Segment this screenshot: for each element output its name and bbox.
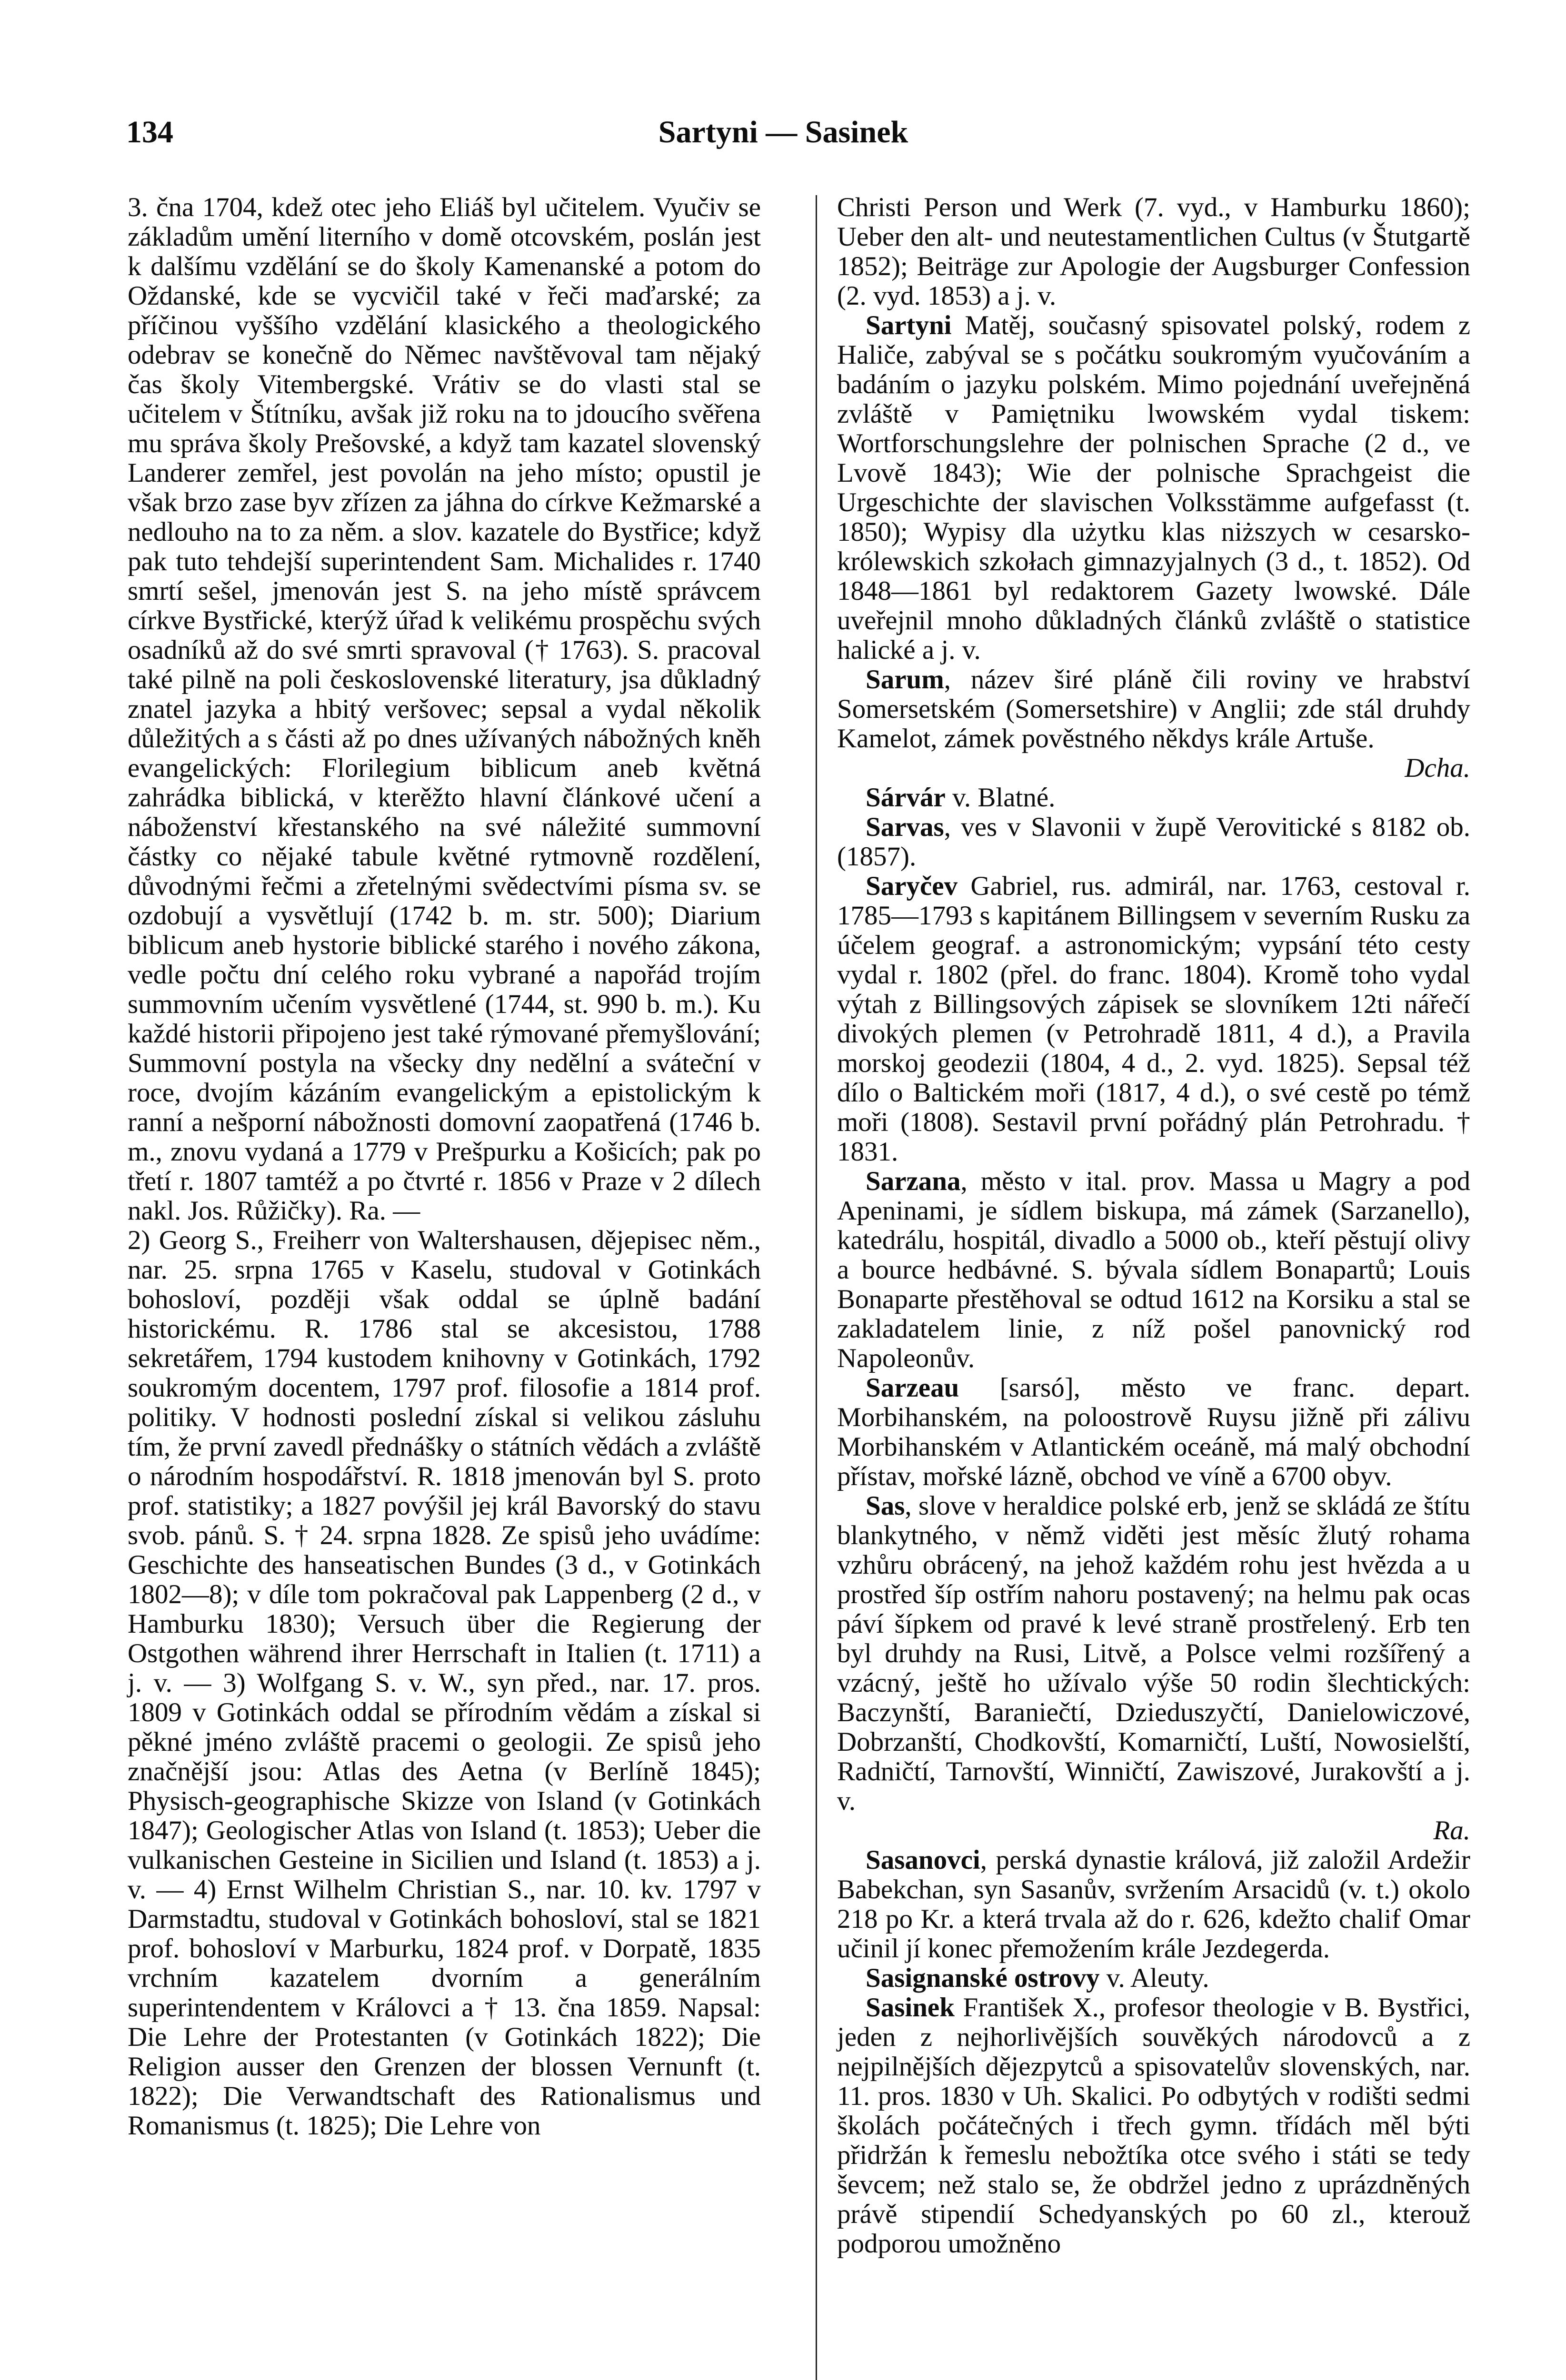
entry-continuation: Christi Person und Werk (7. vyd., v Hamburku 1860); Ueber den alt- und neutestamentlichen Cultus (v Štutgartě 1852); Beiträge zur Apologie der Augsburger Confession (2. vyd. 1853) a j. v. — [837, 192, 1470, 311]
author-signature: Dcha. — [1405, 753, 1470, 783]
left-column — [128, 193, 761, 2141]
entry-text: v. Blatné. — [945, 783, 1056, 813]
entry-text: [sarsó], město ve franc. depart. Morbihanském, na poloostrově Ruysu jižně při zálivu Morbihanském v Atlantickém oceáně, má malý obchodní přístav, mořské lázně, obchod ve víně a 6700 obyv. — [837, 1373, 1470, 1491]
entry-text: , ves v Slavonii v župě Verovitické s 8182 ob. (1857). — [837, 812, 1470, 872]
entry-sarycev — [837, 872, 1470, 1167]
entry-text: , město v ital. prov. Massa u Magry a pod Apeninami, je sídlem biskupa, má zámek (Sarzanello), katedrálu, hospitál, divadlo a 5000 ob., kteří pěstují olivy a bource hedbávné. S. bývala sídlem Bonapartů; Louis Bonaparte přestěhoval se odtud 1612 na Korsiku a stal se zakladatelem linie, z níž pošel panovnický rod Napoleonův. — [837, 1166, 1470, 1373]
entry-headword: Sarzana — [866, 1166, 961, 1196]
entry-sartyni — [837, 311, 1470, 665]
author-signature: Ra. — [1433, 1815, 1470, 1845]
entry-text: Matěj, současný spisovatel polský, rodem z Haliče, zabýval se s počátku soukromým vyučováním a badáním o jazyku polském. Mimo pojednání uveřejněná zvláště v Pamiętniku lwowském vydal tiskem: Wortforschungslehre der polnischen Sprache (2 d., ve Lvově 1843); Wie der polnische Sprachgeist die Urgeschichte der slavischen Volksstämme aufgefasst (t. 1850); Wypisy dla użytku klas niższych w cesarsko-królewskich szkołach gimnazyjalnych (3 d., t. 1852). Od 1848—1861 byl redaktorem Gazety lwowské. Dále uveřejnil mnoho důkladných článků zvláště o statistice halické a j. v. — [837, 310, 1470, 665]
entry-text: Gabriel, rus. admirál, nar. 1763, cestoval r. 1785—1793 s kapitánem Billingsem v severním Rusku za účelem geograf. a astronomickým; vypsání této cesty vydal r. 1802 (přel. do franc. 1804). Kromě toho vydal výtah z Billingsových zápisek se slovníkem 12ti nářečí divokých plemen (v Petrohradě 1811, 4 d.), a Pravila morskoj geodezii (1804, 4 d., 2. vyd. 1825). Sepsal též dílo o Baltickém moři (1817, 4 d.), o své cestě po témž moři (1808). Sestavil první pořádný plán Petrohradu. † 1831. — [837, 871, 1470, 1167]
entry-text: , perská dynastie králová, již založil Ardežir Babekchan, syn Sasanův, svržením Arsacidů (v. t.) okolo 218 po Kr. a která trvala až do r. 626, kdežto chalif Omar učinil jí konec přemožením krále Jezdegerda. — [837, 1845, 1470, 1964]
entry-headword: Sarum — [866, 664, 944, 694]
entry-sas — [837, 1491, 1470, 1845]
entry-sarvas — [837, 813, 1470, 872]
entry-sarum — [837, 665, 1470, 783]
entry-sarzeau — [837, 1373, 1470, 1491]
entry-headword: Sarzeau — [866, 1373, 959, 1403]
entry-headword: Sartyni — [866, 310, 952, 340]
running-title: Sartyni — Sasinek — [658, 115, 908, 149]
entry-headword: Sasignanské ostrovy — [866, 1963, 1100, 1993]
entry-sasignanske-ostrovy — [837, 1964, 1470, 1993]
entry-headword: Sas — [866, 1491, 905, 1521]
entry-sasanovci — [837, 1845, 1470, 1964]
entry-sasinek — [837, 1993, 1470, 2259]
entry-text: František X., profesor theologie v B. Bystřici, jeden z nejhorlivějších souvěkých národovců a z nejpilnějších dějezpytců a spisovatelův slovenských, nar. 11. pros. 1830 v Uh. Skalici. Po odbytých v rodišti sedmi školách počátečných i třech gymn. třídách měl býti přidržán k řemeslu nebožtíka otce svého i státi se tedy ševcem; než stalo se, že obdržel jedno z uprázdněných právě stipendií Schedyanských po 60 zl., kterouž podporou umožněno — [837, 1993, 1470, 2259]
entry-headword: Saryčev — [866, 871, 958, 901]
entry-text: , slove v heraldice polské erb, jenž se skládá ze štítu blankytného, v němž viděti jest měsíc žlutý rohama vzhůru obrácený, na jehož každém rohu jest hvězda a u prostřed šíp ostřím nahoru postavený; na helmu pak ocas páví šípkem od pravé k levé straně prostřelený. Erb ten byl druhdy na Rusi, Litvě, a Polsce velmi rozšířený a vzácný, ještě ho užívalo výše 50 rodin šlechtických: Baczynští, Baraniečtí, Dzieduszyčtí, Danielowiczové, Dobrzanští, Chodkovští, Komarničtí, Luští, Nowosielští, Radničtí, Tarnovští, Winničtí, Zawiszové, Jurakovští a j. v. — [837, 1491, 1470, 1816]
page-header — [126, 114, 1440, 171]
entry-sarzana — [837, 1167, 1470, 1373]
right-column — [837, 193, 1470, 2259]
entry-headword: Sarvas — [866, 812, 944, 842]
entry-headword: Sárvár — [866, 783, 946, 813]
column-divider — [816, 195, 817, 2380]
entry-text: v. Aleuty. — [1099, 1963, 1209, 1993]
entry-headword: Sasinek — [866, 1993, 955, 2023]
page-number: 134 — [126, 115, 173, 149]
entry-subentry: 2) Georg S., Freiherr von Waltershausen, dějepisec něm., nar. 25. srpna 1765 v Kaselu, studoval v Gotinkách bohosloví, později však oddal se úplně badání historickému. R. 1786 stal se akcesistou, 1788 sekretářem, 1794 kustodem knihovny v Gotinkách, 1792 soukromým docentem, 1797 prof. filosofie a 1814 prof. politiky. V hodnosti poslední získal si velikou zásluhu tím, že první zavedl přednášky o státních vědách a zvláště o národním hospodářství. R. 1818 jmenován byl S. proto prof. statistiky; a 1827 povýšil jej král Bavorský do stavu svob. pánů. S. † 24. srpna 1828. Ze spisů jeho uvádíme: Geschichte des hanseatischen Bundes (3 d., v Gotinkách 1802—8); v díle tom pokračoval pak Lappenberg (2 d., v Hamburku 1830); Versuch über die Regierung der Ostgothen während ihrer Herrschaft in Italien (t. 1711) a j. v. — 3) Wolfgang S. v. W., syn před., nar. 17. pros. 1809 v Gotinkách oddal se přírodním vědám a získal si pěkné jméno zvláště pracemi o geologii. Ze spisů jeho značnější jsou: Atlas des Aetna (v Berlíně 1845); Physisch-geographische Skizze von Island (v Gotinkách 1847); Geologischer Atlas von Island (t. 1853); Ueber die vulkanischen Gesteine in Sicilien und Island (t. 1853) a j. v. — 4) Ernst Wilhelm Christian S., nar. 10. kv. 1797 v Darmstadtu, studoval v Gotinkách bohosloví, stal se 1821 prof. bohosloví v Marburku, 1824 prof. v Dorpatě, 1835 vrchním kazatelem dvorním a generálním superintendentem v Královci a † 13. čna 1859. Napsal: Die Lehre der Protestanten (v Gotinkách 1822); Die Religion ausser den Grenzen der blossen Vernunft (t. 1822); Die Verwandtschaft des Rationalismus und Romanismus (t. 1825); Die Lehre von — [128, 1225, 761, 2141]
entry-continuation: 3. čna 1704, kdež otec jeho Eliáš byl učitelem. Vyučiv se základům umění literního v domě otcovském, poslán jest k dalšímu vzdělání se do školy Kamenanské a potom do Oždanské, kde se vycvičil také v řeči maďarské; za příčinou vyššího vzdělání klasického a theologického odebrav se konečně do Němec navštěvoval tam nějaký čas školy Vitembergské. Vrátiv se do vlasti stal se učitelem v Štítníku, avšak již roku na to jdoucího svěřena mu správa školy Prešovské, a když tam kazatel slovenský Landerer zemřel, jest povolán na jeho místo; opustil je však brzo zase byv zřízen za jáhna do církve Kežmarské a nedlouho na to za něm. a slov. kazatele do Bystřice; když pak tuto tehdejší superintendent Sam. Michalides r. 1740 smrtí sešel, jmenován jest S. na jeho místě správcem církve Bystřické, kterýž úřad k velikému prospěchu svých osadníků až do své smrti spravoval († 1763). S. pracoval také pilně na poli československé literatury, jsa důkladný znatel jazyka a hbitý veršovec; sepsal a vydal několik důležitých a s části až po dnes užívaných nábožných kněh evangelických: Florilegium biblicum aneb květná zahrádka biblická, v kterěžto hlavní článkové učení a náboženství křestanského na své náležité summovní částky co nějaké tabule květné rytmovně rozdělení, důvodnými řečmi a zřetelnými svědectvími písma sv. se ozdobují a vysvětlují (1742 b. m. str. 500); Diarium biblicum aneb hystorie biblické starého i nového zákona, vedle počtu dní celého roku vybrané a napořád trojím summovním učením vysvětlené (1744, st. 990 b. m.). Ku každé historii připojeno jest také rýmované přemyšlování; Summovní postyla na všecky dny nedělní a sváteční v roce, dvojím kázáním evangelickým a epistolickým k ranní a nešporní nábožnosti domovní zaopatřená (1746 b. m., znovu vydaná a 1779 v Prešpurku a Košicích; pak po třetí r. 1807 tamtéž a po čtvrté r. 1856 v Praze v 2 dílech nakl. Jos. Růžičky). Ra. — — [128, 192, 761, 1226]
entry-headword: Sasanovci — [866, 1845, 980, 1875]
entry-sarvar — [837, 783, 1470, 813]
entry-text: , název širé pláně čili roviny ve hrabství Somersetském (Somersetshire) v Anglii; zde stál druhdy Kamelot, zámek pověstného někdys krále Artuše. — [837, 664, 1470, 754]
